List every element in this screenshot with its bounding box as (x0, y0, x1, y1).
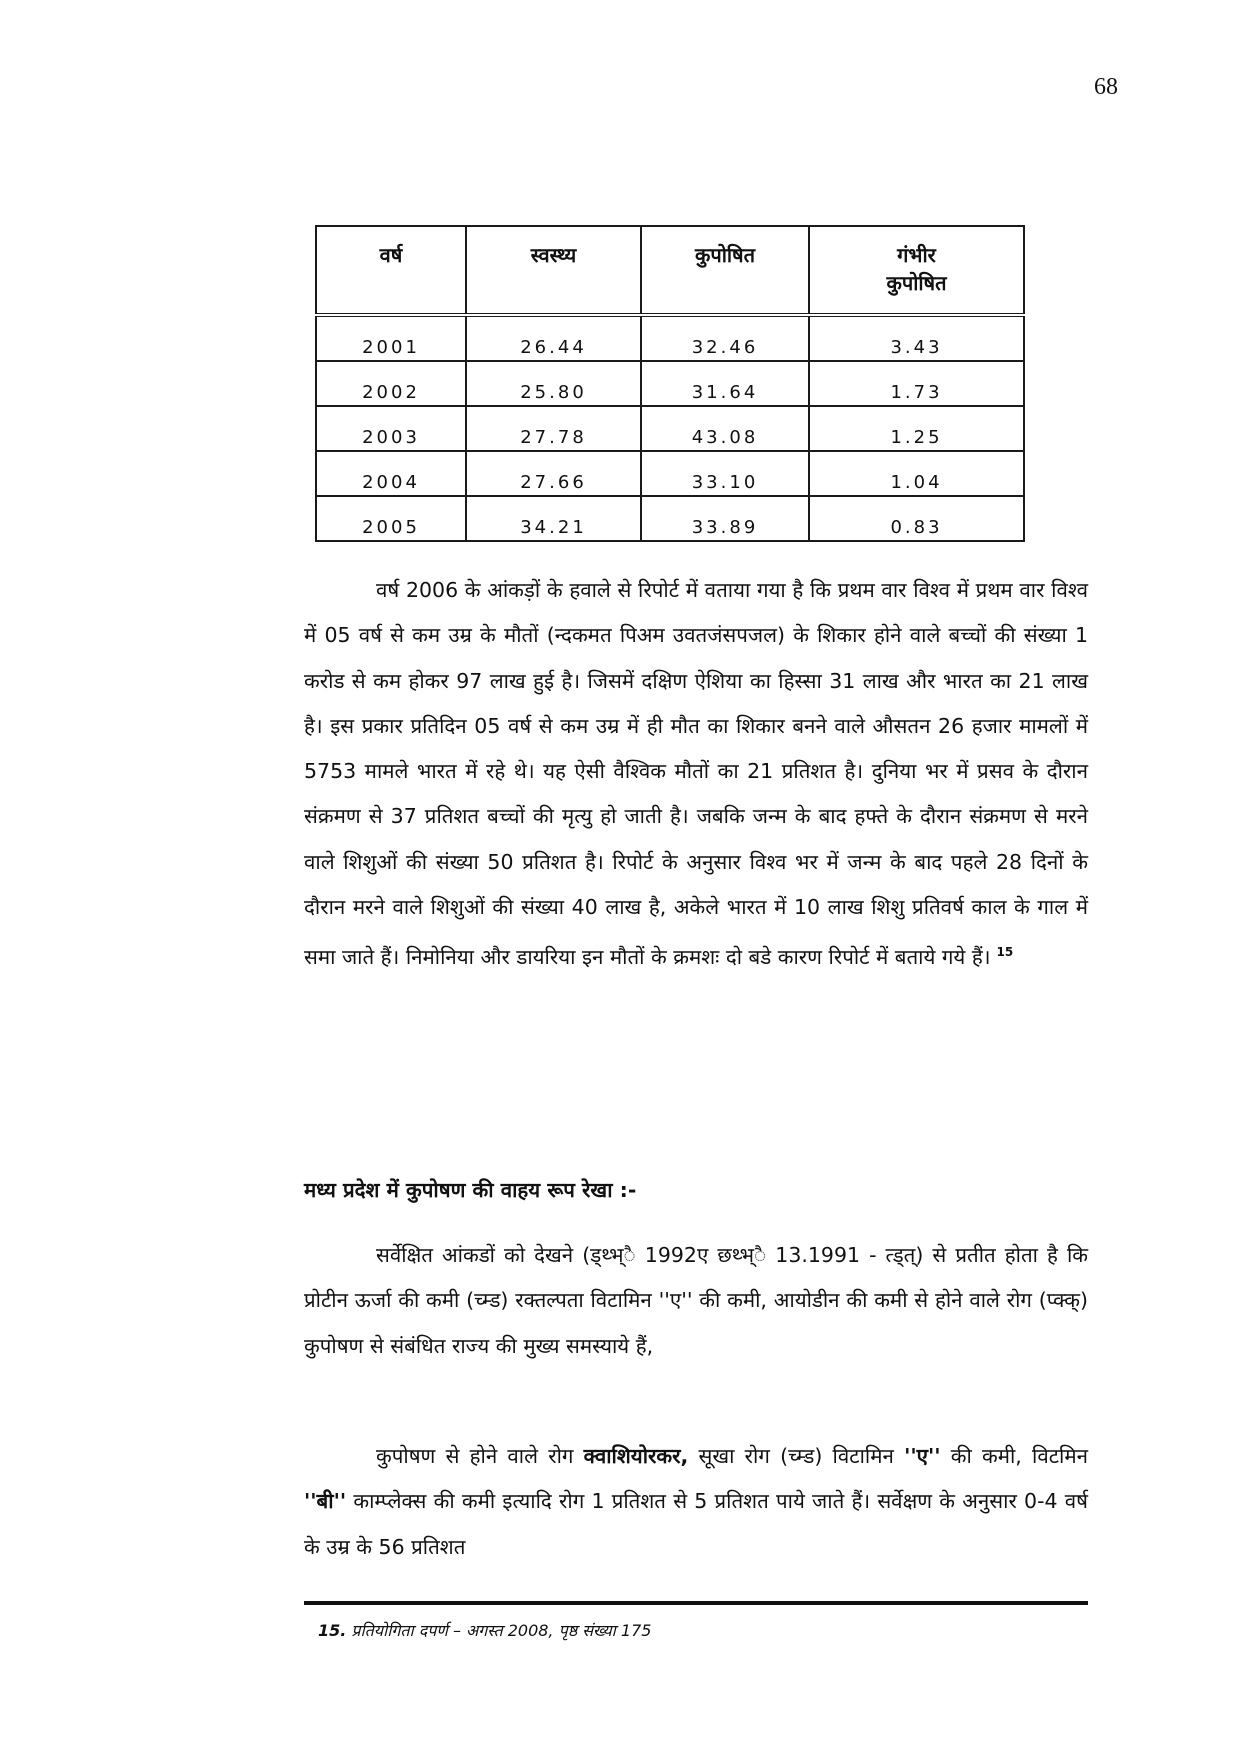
table-cell: 2001 (316, 315, 466, 361)
table-row (316, 361, 1024, 406)
bold-term: क्वाशियोरकर, (583, 1444, 689, 1468)
section-heading: मध्य प्रदेश में कुपोषण की वाहय रूप रेखा :- (304, 1178, 637, 1202)
bold-term: ''बी'' (304, 1489, 347, 1514)
table-cell: 1.04 (809, 451, 1024, 496)
paragraph-diseases (304, 1434, 1088, 1570)
footnote (318, 1619, 651, 1641)
table-cell: 33.10 (641, 451, 809, 496)
footnote-number: 15. (318, 1621, 347, 1640)
table-cell: 27.66 (466, 451, 641, 496)
table-cell: 25.80 (466, 361, 641, 406)
paragraph-survey: सर्वेक्षित आंकडों को देखने (ड्थ्भ्ै 1992ए छथ्भ्ै 13.1991 - त्ड्त्) से प्रतीत होता है कि प्रोटीन ऊर्जा की कमी (च्म्ड) रक्तल्पता विटामिन ''ए'' की कमी, आयोडीन की कमी से होने वाले रोग (प्क्क्) कुपोषण से संबंधित राज्य की मुख्य समस्याये हैं, (304, 1243, 1088, 1358)
text-segment: काम्प्लेक्स की कमी इत्यादि रोग 1 प्रतिशत से 5 प्रतिशत पाये जाते हैं। सर्वेक्षण के अनुसार 0-4 वर्ष के उम्र के 56 प्रतिशत (304, 1489, 1088, 1559)
table-row (316, 496, 1024, 541)
table-cell: 33.89 (641, 496, 809, 541)
header-healthy: स्वस्थ्य (466, 226, 641, 315)
table-cell: 34.21 (466, 496, 641, 541)
footnote-reference: 15 (996, 945, 1014, 960)
header-severely-malnourished: गंभीर कुपोषित (809, 226, 1024, 315)
table-row (316, 406, 1024, 451)
table-row (316, 315, 1024, 361)
table-cell: 31.64 (641, 361, 809, 406)
table-cell: 32.46 (641, 315, 809, 361)
paragraph-text: वर्ष 2006 के आंकड़ों के हवाले से रिपोर्ट में वताया गया है कि प्रथम वार विश्व में प्रथम वार विश्व में 05 वर्ष से कम उम्र के मौतों (न्दकमत पिअम उवतजंसपजल) के शिकार होने वाले बच्चों की संख्या 1 करोड से कम होकर 97 लाख हुई है। जिसमें दक्षिण ऐशिया का हिस्सा 31 लाख और भारत का 21 लाख है। इस प्रकार प्रतिदिन 05 वर्ष से कम उम्र में ही मौत का शिकार बनने वाले औसतन 26 हजार मामलों में 5753 मामले भारत में रहे थे। यह ऐसी वैश्विक मौतों का 21 प्रतिशत है। दुनिया भर में प्रसव के दौरान संक्रमण से 37 प्रतिशत बच्चों की मृत्यु हो जाती है। जबकि जन्म के बाद हफ्ते के दौरान संक्रमण से मरने वाले शिशुओं की संख्या 50 प्रतिशत है। रिपोर्ट के अनुसार विश्व भर में जन्म के बाद पहले 28 दिनों के दौरान मरने वाले शिशुओं की संख्या 40 लाख है, अकेले भारत में 10 लाख शिशु प्रतिवर्ष काल के गाल में समा जाते हैं। निमोनिया और डायरिया इन मौतों के क्रमशः दो बडे कारण रिपोर्ट में बताये गये हैं। (304, 578, 1088, 970)
header-malnourished: कुपोषित (641, 226, 809, 315)
footnote-text: प्रतियोगिता दपर्ण – अगस्त 2008, पृष्ठ संख्या 175 (346, 1621, 652, 1640)
page-number: 68 (1094, 74, 1118, 100)
table-header-row (316, 226, 1024, 315)
bold-term: ''ए'' (904, 1444, 941, 1468)
table-cell: 0.83 (809, 496, 1024, 541)
table-cell: 1.25 (809, 406, 1024, 451)
footnote-divider (304, 1601, 1088, 1605)
table-cell: 1.73 (809, 361, 1024, 406)
table-cell: 43.08 (641, 406, 809, 451)
text-segment: की कमी, विटमिन (940, 1444, 1088, 1468)
table-row (316, 451, 1024, 496)
table-cell: 2005 (316, 496, 466, 541)
paragraph-infant-mortality (304, 568, 1088, 981)
data-table (315, 225, 1025, 542)
header-year: वर्ष (316, 226, 466, 315)
table-cell: 2004 (316, 451, 466, 496)
table-cell: 2003 (316, 406, 466, 451)
table-cell: 26.44 (466, 315, 641, 361)
text-segment: सूखा रोग (च्म्ड) विटामिन (688, 1444, 905, 1468)
table-cell: 3.43 (809, 315, 1024, 361)
table-cell: 2002 (316, 361, 466, 406)
text-segment: कुपोषण से होने वाले रोग (376, 1444, 584, 1468)
table-cell: 27.78 (466, 406, 641, 451)
